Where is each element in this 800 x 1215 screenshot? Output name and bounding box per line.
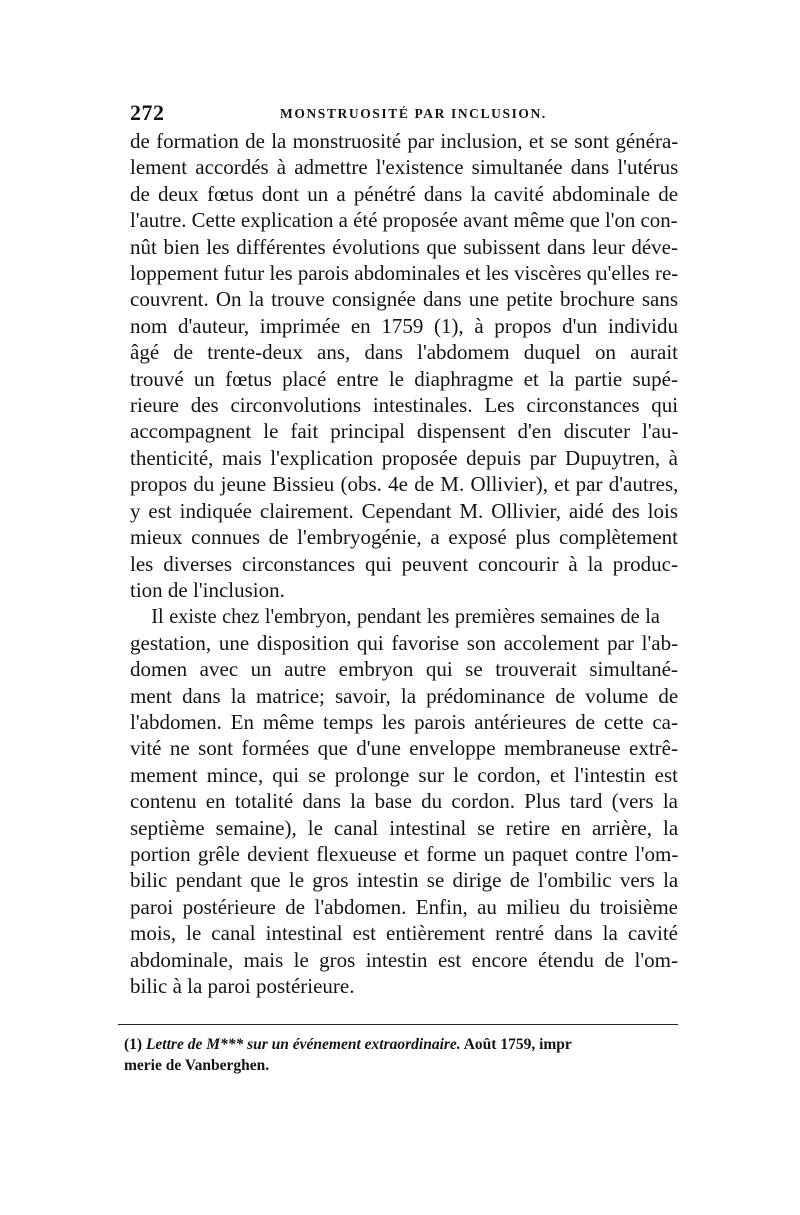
footnote-date: Août 1759, impr — [463, 1036, 572, 1053]
paragraph-1 — [130, 128, 678, 603]
footnote — [124, 1034, 680, 1076]
text-line: mement mince, qui se prolonge sur le cordon, et l'intestin est — [130, 762, 678, 787]
text-line: accompagnent le fait principal dispensent d'en discuter l'au- — [130, 419, 679, 444]
text-line: rieure des circonvolutions intestinales. Les circonstances qui — [130, 393, 679, 418]
text-line: nom d'auteur, imprimée en 1759 (1), à propos d'un individu — [130, 313, 678, 338]
footnote-line: merie de Vanberghen. — [124, 1057, 270, 1074]
text-line: de deux fœtus dont un a pénétré dans la cavité abdominale de — [130, 181, 679, 206]
text-line: couvrent. On la trouve consignée dans une petite brochure sans — [130, 287, 678, 312]
text-line: paroi postérieure de l'abdomen. Enfin, au milieu du troisième — [130, 894, 678, 919]
text-line: contenu en totalité dans la base du cordon. Plus tard (vers la — [130, 789, 678, 814]
text-line: trouvé un fœtus placé entre le diaphragme et la partie supé- — [130, 366, 678, 391]
text-line: portion grêle devient flexueuse et forme un paquet contre l'om- — [130, 841, 679, 866]
text-line: l'autre. Cette explication a été proposée avant même que l'on con- — [130, 208, 678, 233]
text-line: domen avec un autre embryon qui se trouverait simultané- — [130, 657, 678, 682]
text-line: gestation, une disposition qui favorise son accolement par l'ab- — [130, 630, 679, 655]
footnote-divider — [118, 1024, 678, 1025]
text-line: les diverses circonstances qui peuvent concourir à la produc- — [130, 551, 678, 576]
footnote-line — [124, 1034, 680, 1055]
text-line: loppement futur les parois abdominales et les viscères qu'elles re- — [130, 261, 679, 286]
text-line: vité ne sont formées que d'une enveloppe membraneuse extrê- — [130, 736, 678, 761]
running-title: MONSTRUOSITÉ PAR INCLUSION. — [280, 106, 547, 121]
text-line: l'abdomen. En même temps les parois antérieures de cette ca- — [130, 709, 678, 734]
text-line: y est indiquée clairement. Cependant M. Ollivier, aidé des lois — [130, 498, 679, 523]
footnote-marker: (1) — [124, 1036, 143, 1053]
text-line: tion de l'inclusion. — [130, 577, 285, 602]
body-text — [130, 128, 678, 999]
text-line: de formation de la monstruosité par inclusion, et se sont généra- — [130, 129, 679, 153]
text-line: Il existe chez l'embryon, pendant les premières semaines de la — [151, 604, 660, 629]
text-line: lement accordés à admettre l'existence simultanée dans l'utérus — [130, 155, 679, 180]
text-line: propos du jeune Bissieu (obs. 4e de M. Ollivier), et par d'autres, — [130, 472, 679, 497]
text-line: mieux connues de l'embryogénie, a exposé plus complètement — [130, 525, 678, 550]
page-number: 272 — [130, 100, 165, 125]
page-header — [130, 100, 675, 126]
text-line: bilic pendant que le gros intestin se dirige de l'ombilic vers la — [130, 868, 679, 893]
text-line: mois, le canal intestinal est entièrement rentré dans la cavité — [130, 921, 678, 946]
paragraph-2 — [130, 603, 678, 999]
text-line: thenticité, mais l'explication proposée depuis par Dupuytren, à — [130, 445, 678, 470]
text-line: âgé de trente-deux ans, dans l'abdomem duquel on aurait — [130, 340, 678, 365]
footnote-title: Lettre de M*** sur un événement extraordinaire. — [145, 1036, 461, 1053]
text-line: nût bien les différentes évolutions que subissent dans leur déve- — [130, 234, 678, 259]
text-line: abdominale, mais le gros intestin est encore étendu de l'om- — [130, 947, 678, 972]
text-line: ment dans la matrice; savoir, la prédominance de volume de — [130, 683, 679, 708]
text-line: septième semaine), le canal intestinal se retire en arrière, la — [130, 815, 679, 840]
text-line: bilic à la paroi postérieure. — [130, 974, 355, 998]
